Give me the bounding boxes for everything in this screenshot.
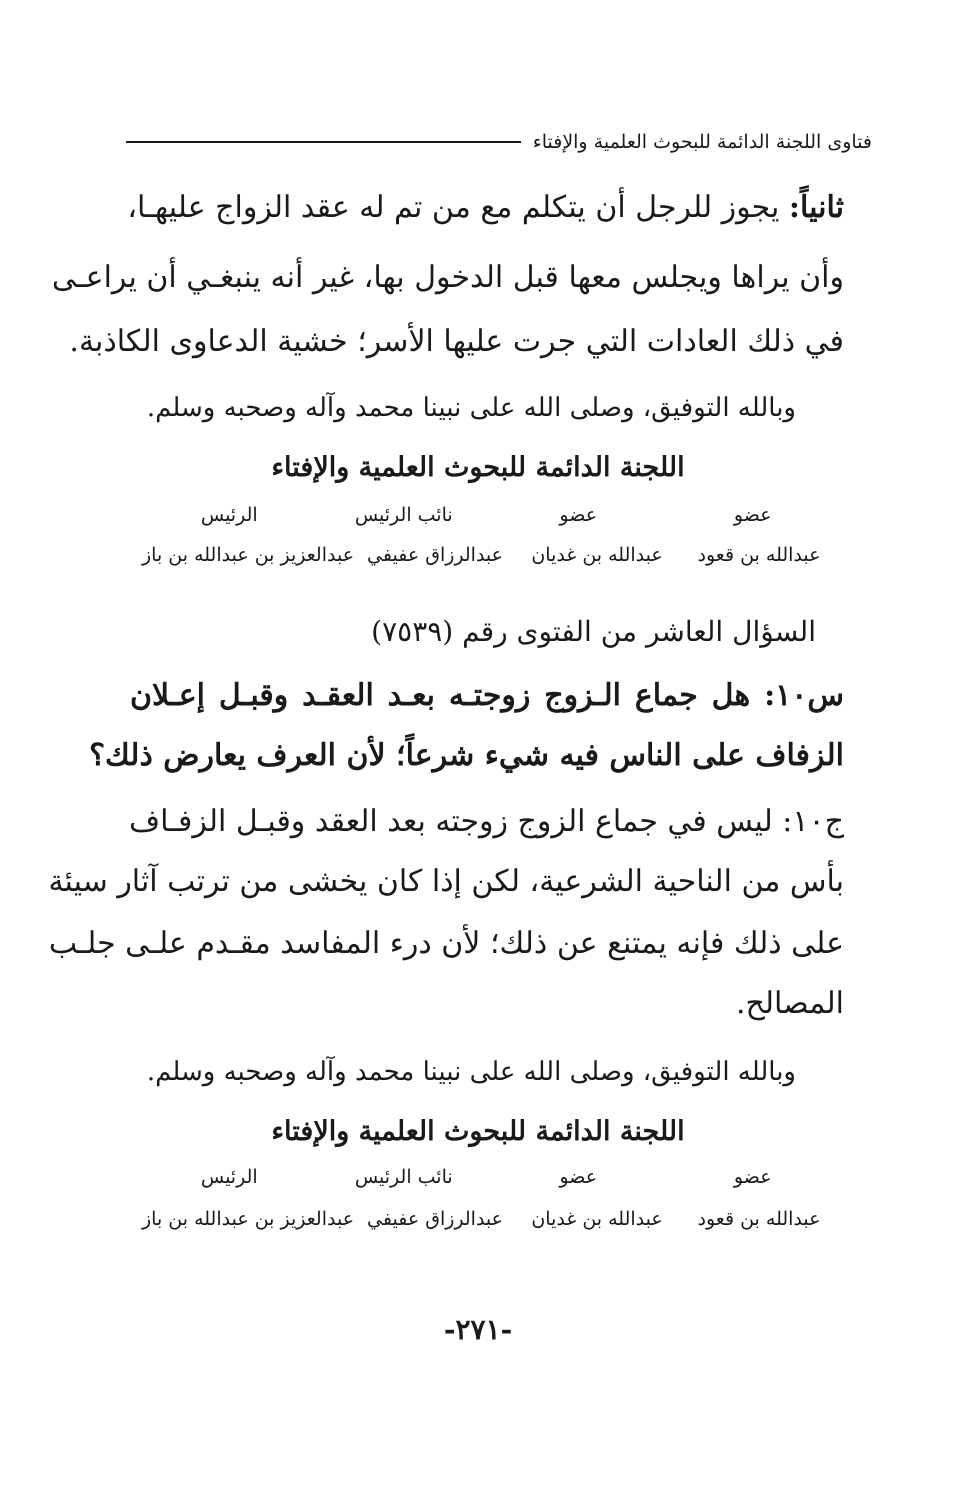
signature-roles-1: [142, 500, 840, 530]
answer-prev-label: ثانياً:: [788, 190, 844, 225]
role-member: عضو: [559, 1166, 598, 1188]
role-vice-president: نائب الرئيس: [354, 1166, 453, 1188]
signatory-name: عبدالله بن غديان: [531, 544, 663, 566]
header-rule: [126, 141, 521, 143]
committee-title-2: اللجنة الدائمة للبحوث العلمية والإفتاء: [271, 1116, 685, 1147]
signature-names-2: [142, 1204, 840, 1234]
page-number: -٢٧١-: [443, 1313, 513, 1346]
closing-formula-2: وبالله التوفيق، وصلى الله على نبينا محمد وآله وصحبه وسلم.: [146, 1057, 796, 1087]
question-line-1: س١٠: هل جماع الـزوج زوجتـه بعـد العقـد وقبـل إعـلان: [130, 678, 844, 713]
answer-prev-text-1: يجوز للرجل أن يتكلم مع من تم له عقد الزواج عليهـا،: [127, 190, 780, 225]
signatory-name: عبدالعزيز بن عبدالله بن باز: [142, 1208, 355, 1230]
running-header: [126, 126, 872, 158]
answer-prev-line-1: [127, 188, 844, 228]
signature-names-1: [142, 540, 840, 570]
signatory-name: عبدالله بن غديان: [531, 1208, 663, 1230]
role-president: الرئيس: [200, 504, 258, 526]
role-member: عضو: [733, 1166, 772, 1188]
role-president: الرئيس: [200, 1166, 258, 1188]
answer-line-1: ج١٠: ليس في جماع الزوج زوجته بعد العقد وقبـل الزفـاف: [128, 804, 844, 839]
signature-roles-2: [142, 1162, 840, 1192]
role-vice-president: نائب الرئيس: [354, 504, 453, 526]
signatory-name: عبدالرزاق عفيفي: [367, 544, 504, 566]
signatory-name: عبدالله بن قعود: [697, 1208, 821, 1230]
signatory-name: عبدالرزاق عفيفي: [367, 1208, 504, 1230]
role-member: عضو: [559, 504, 598, 526]
closing-formula-1: وبالله التوفيق، وصلى الله على نبينا محمد وآله وصحبه وسلم.: [146, 393, 796, 423]
question-heading: السؤال العاشر من الفتوى رقم (٧٥٣٩): [371, 615, 816, 648]
answer-prev-line-2: وأن يراها ويجلس معها قبل الدخول بها، غير أنه ينبغـي أن يراعـى: [51, 260, 844, 295]
role-member: عضو: [733, 504, 772, 526]
answer-line-2: بأس من الناحية الشرعية، لكن إذا كان يخشى من ترتب آثار سيئة: [48, 864, 844, 899]
question-line-2: الزفاف على الناس فيه شيء شرعاً؛ لأن العرف يعارض ذلك؟: [89, 738, 844, 773]
answer-line-3: على ذلك فإنه يمتنع عن ذلك؛ لأن درء المفاسد مقـدم علـى جلـب: [48, 926, 844, 961]
answer-line-4: المصالح.: [735, 986, 844, 1021]
answer-prev-line-3: في ذلك العادات التي جرت عليها الأسر؛ خشية الدعاوى الكاذبة.: [69, 324, 844, 359]
header-title: فتاوى اللجنة الدائمة للبحوث العلمية والإفتاء: [532, 131, 872, 153]
signatory-name: عبدالله بن قعود: [697, 544, 821, 566]
committee-title-1: اللجنة الدائمة للبحوث العلمية والإفتاء: [271, 452, 685, 483]
signatory-name: عبدالعزيز بن عبدالله بن باز: [142, 544, 355, 566]
